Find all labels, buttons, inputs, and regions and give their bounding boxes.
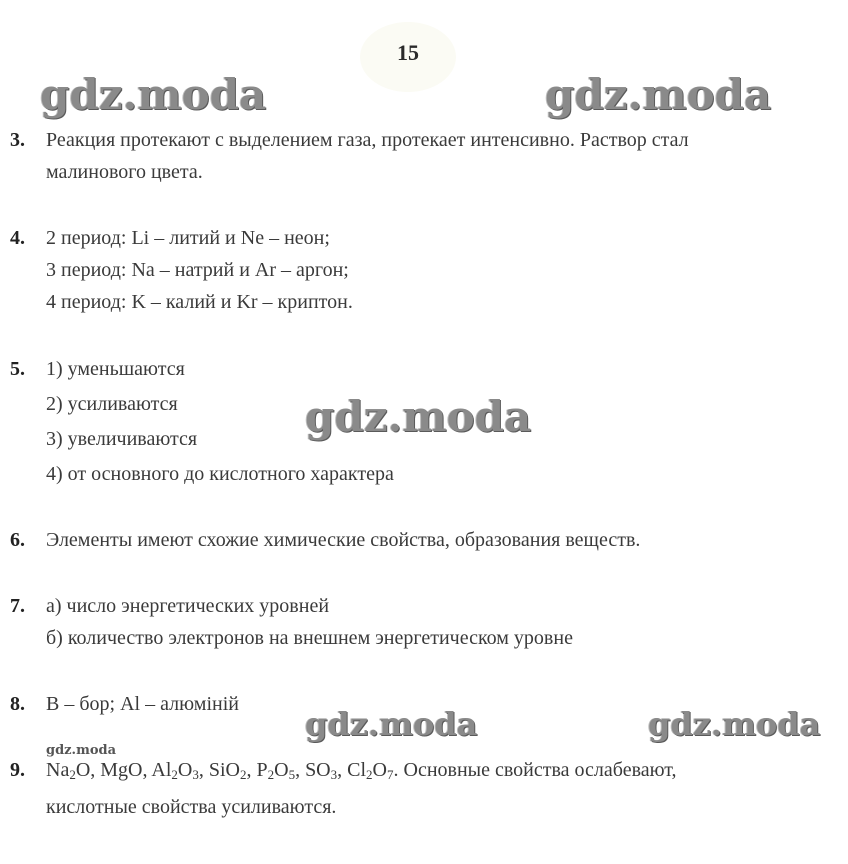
formula-text: , SiO: [198, 759, 240, 781]
item-line: Элементы имеют схожие химические свойства, образования веществ.: [46, 529, 641, 551]
item-number: 9.: [10, 759, 25, 781]
item-body: [46, 754, 846, 823]
item-body: [46, 352, 846, 492]
item-line: 1) уменьшаются: [46, 358, 185, 380]
formula-text: O, MgO, Al: [75, 759, 172, 781]
page-number: 15: [397, 40, 419, 65]
item-number: 4.: [10, 227, 25, 249]
watermark-top-left: gdz.moda: [40, 70, 267, 119]
item-line: 3 период: Na – натрий и Ar – аргон;: [46, 259, 349, 281]
formula-subscript: 5: [288, 767, 296, 782]
formula-text: Na: [46, 759, 70, 781]
formula-subscript: 7: [387, 767, 394, 782]
formula-text: . Основные свойства ослабевают,: [393, 759, 677, 781]
item-line: б) количество электронов на внешнем энергетическом уровне: [46, 627, 573, 649]
watermark-top-right: gdz.moda: [545, 70, 772, 119]
formula-subscript: 3: [192, 767, 199, 782]
formula-subscript: 2: [366, 767, 373, 782]
item-number: 3.: [10, 129, 25, 151]
watermark-bottom-right: gdz.moda: [648, 705, 821, 743]
formula-line: [46, 754, 846, 791]
item-line: 2) усиливаются: [46, 393, 178, 415]
formula-subscript: 2: [171, 767, 178, 782]
item-line: а) число энергетических уровней: [46, 595, 330, 617]
item-number: 8.: [10, 693, 25, 715]
formula-text: O: [274, 759, 289, 781]
item-line: B – бор; Al – алюміній: [46, 693, 239, 715]
watermark-middle: gdz.moda: [305, 392, 532, 441]
formula-subscript: 2: [267, 767, 275, 782]
item-line: Реакция протекают с выделением газа, протекает интенсивно. Раствор стал: [46, 129, 689, 151]
item-number: 5.: [10, 358, 25, 380]
formula-text: , Cl: [337, 759, 367, 781]
item-body: [46, 590, 846, 654]
item-line: 2 период: Li – литий и Ne – неон;: [46, 227, 330, 249]
item-line: 4) от основного до кислотного характера: [46, 463, 394, 485]
item-body: [46, 524, 846, 556]
formula-subscript: 3: [330, 767, 338, 782]
item-number: 6.: [10, 529, 25, 551]
watermark-small: gdz.moda: [46, 743, 117, 758]
item-body: [46, 222, 846, 318]
formula-subscript: 2: [239, 767, 247, 782]
formula-text: O: [177, 759, 193, 781]
formula-text: O: [372, 759, 387, 781]
item-line: малинового цвета.: [46, 161, 203, 183]
item-line: 3) увеличиваются: [46, 428, 198, 450]
item-number: 7.: [10, 595, 25, 617]
item-body: [46, 124, 846, 188]
item-line: 4 период: K – калий и Kr – криптон.: [46, 291, 353, 313]
formula-text: , SO: [295, 759, 331, 781]
item-line: кислотные свойства усиливаются.: [46, 796, 337, 818]
item-body: [46, 688, 846, 720]
watermark-bottom-left: gdz.moda: [305, 705, 478, 743]
formula-text: , P: [246, 759, 268, 781]
formula-subscript: 2: [69, 767, 76, 782]
